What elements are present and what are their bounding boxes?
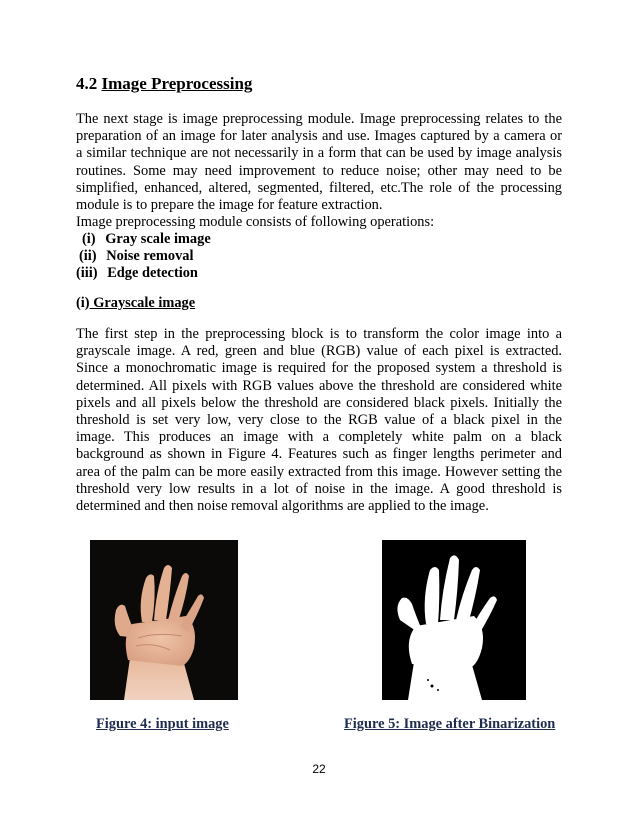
paragraph-line: preparation of an image for later analysis and use. Images captured by a camera or (76, 128, 562, 145)
section-title: Image Preprocessing (101, 74, 253, 93)
operation-label: Noise removal (106, 248, 194, 265)
operations-intro: Image preprocessing module consists of following operations: (76, 214, 435, 230)
operation-number: (ii) (79, 248, 97, 265)
paragraph-line: threshold is set very low, very close to the RGB value of a black pixel in the (76, 412, 562, 429)
operation-label: Edge detection (107, 265, 198, 282)
operation-item (76, 231, 211, 248)
operation-number: (iii) (76, 265, 98, 282)
paragraph-line: pixels and all pixels below the threshold are considered black pixels. Initially the (76, 394, 562, 411)
operation-item (76, 265, 211, 282)
paragraph-line: determined and then noise removal algorithms are applied to the image. (76, 498, 489, 515)
paragraph-intro (76, 111, 562, 214)
paragraph-line: area of the palm can be more easily extracted from this image. However setting the (76, 463, 562, 480)
paragraph-grayscale (76, 326, 562, 515)
operations-list (76, 231, 211, 283)
figure-caption-input: Figure 4: input image (96, 716, 229, 732)
paragraph-line: routines. Some may need improvement to reduce noise; other may need to be (76, 162, 562, 179)
subsection-title: Grayscale image (89, 295, 196, 311)
paragraph-line: background as shown in Figure 4. Features such as finger lengths perimeter and (76, 446, 562, 463)
input-hand-image (90, 540, 238, 700)
paragraph-line: image. This produces an image with a completely white palm on a black (76, 429, 562, 446)
operation-item (76, 248, 211, 265)
paragraph-line: The first step in the preprocessing block is to transform the color image into a (76, 326, 562, 342)
paragraph-line: simplified, enhanced, altered, segmented, filtered, etc.The role of the processing (76, 179, 562, 196)
operation-label: Gray scale image (105, 231, 211, 247)
subsection-heading (76, 295, 195, 312)
paragraph-line: grayscale image. A red, green and blue (RGB) value of each pixel is extracted. (76, 343, 562, 360)
paragraph-line: The next stage is image preprocessing module. Image preprocessing relates to the (76, 111, 562, 127)
section-number: 4.2 (76, 74, 98, 93)
operation-number: (i) (82, 231, 96, 247)
section-heading (76, 74, 252, 94)
subsection-number: (i) (76, 295, 90, 311)
figure-caption-binarization: Figure 5: Image after Binarization (344, 716, 556, 732)
paragraph-line: determined. All pixels with RGB values above the threshold are considered white (76, 377, 562, 394)
binarized-hand-image (382, 540, 526, 700)
paragraph-line: a similar technique are not necessarily in a form that can be used by image analysis (76, 145, 562, 162)
paragraph-line: threshold very low results in a lot of noise in the image. A good threshold is (76, 480, 562, 497)
page-number: 22 (312, 762, 326, 776)
paragraph-line: module is to prepare the image for feature extraction. (76, 197, 383, 214)
paragraph-line: Since a monochromatic image is required for the proposed system a threshold is (76, 360, 562, 377)
